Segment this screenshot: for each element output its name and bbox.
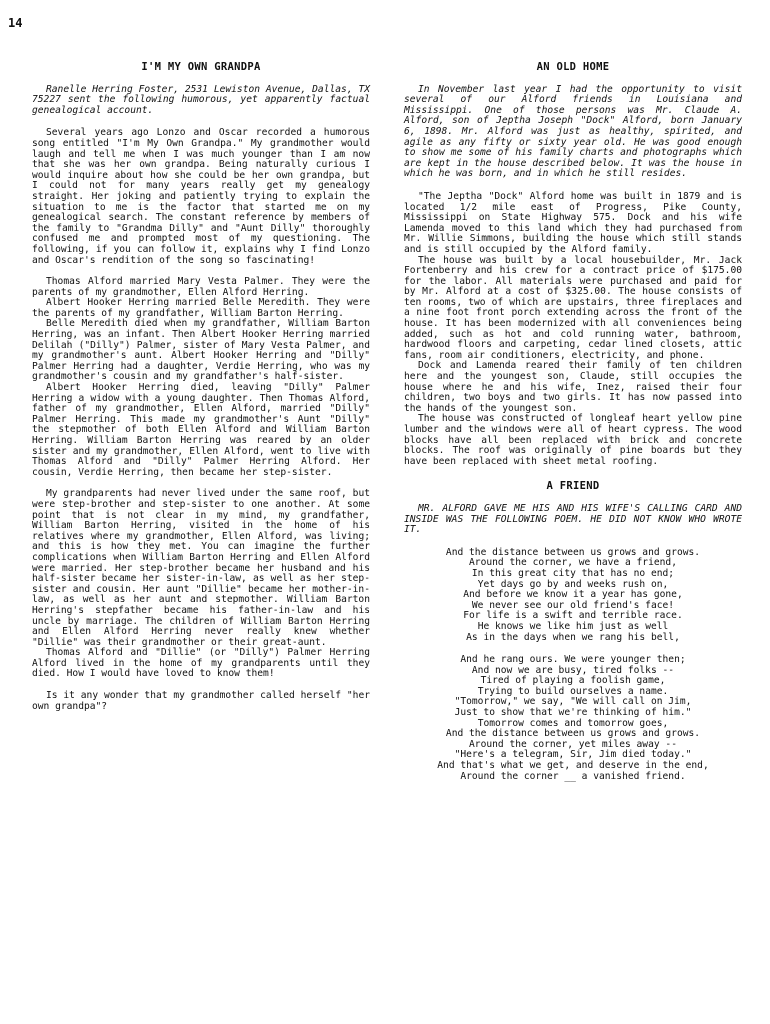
- poem-line: And the distance between us grows and grows.: [445, 546, 701, 558]
- poem-line: Tomorrow comes and tomorrow goes,: [477, 717, 669, 729]
- article-intro: In November last year I had the opportunity to visit several of our Alford friends in Louisiana and Mississippi. One of those persons was Mr. Claude A. Alford, son of Jeptha Joseph "Dock" Alford, born January 6, 1898. Mr. Alford was just as healthy, spirited, and agile as any fifty or sixty year old. He was good enough to show me some of his family charts and photographs which are kept in the house described below. It was the house in which he was born, and in which he still resides.: [404, 83, 742, 180]
- poem-line: And before we know it a year has gone,: [463, 589, 683, 601]
- poem-line: For life is a swift and terrible race.: [463, 610, 683, 622]
- page-number: 14: [8, 16, 23, 30]
- right-column: [404, 62, 742, 782]
- poem-line: Around the corner, yet miles away --: [469, 738, 677, 750]
- poem-line: Just to show that we're thinking of him.": [454, 707, 692, 719]
- article-heading-grandpa: I'M MY OWN GRANDPA: [141, 61, 261, 73]
- poem-line: And the distance between us grows and grows.: [445, 728, 701, 740]
- poem-line: Trying to build ourselves a name.: [477, 685, 669, 697]
- poem-line: Around the corner __ a vanished friend.: [460, 770, 686, 782]
- poem-line: And he rang ours. We were younger then;: [460, 654, 686, 666]
- poem-line: And that's what we get, and deserve in the end,: [437, 760, 709, 772]
- poem-stanza: [404, 548, 742, 643]
- poem-line: Around the corner, we have a friend,: [469, 557, 677, 569]
- article-intro: Ranelle Herring Foster, 2531 Lewiston Avenue, Dallas, TX 75227 sent the following humorous, yet apparently factual genealogical account.: [32, 83, 370, 116]
- article-heading-friend: A FRIEND: [546, 480, 600, 493]
- paragraph: Several years ago Lonzo and Oscar recorded a humorous song entitled "I'm My Own Grandpa." My grandmother would laugh and tell me when I was much younger than I am now that she was her own grandpa. Being naturally curious I would inquire about how she could be her own grandpa, but I could not for many years really get my genealogy straight. Her joking and patiently trying to explain the situation to me is the factor that started me on my genealogical search. The constant reference by members of the family to "Grandma Dilly" and "Aunt Dilly" thoroughly confused me and prompted most of my questioning. The following, if you can follow it, explains why I find Lonzo and Oscar's rendition of the song so fascinating!: [32, 127, 370, 266]
- poem-line: He knows we like him just as well: [477, 620, 669, 632]
- paragraph: The house was built by a local housebuilder, Mr. Jack Fortenberry and his crew for a contract price of $175.00 for the labor. All materials were purchased and paid for by Mr. Alford at a cost of $325.00. The house consists of ten rooms, two of which are upstairs, three fireplaces and a nine foot front porch extending across the front of the house. It has been modernized with all conveniences being added, such as hot and cold running water, bathroom, hardwood floors and carpeting, cedar lined closets, attic fans, room air conditioners, electricity, and phone.: [404, 254, 742, 361]
- poem-line: Yet days go by and weeks rush on,: [477, 578, 669, 590]
- poem-line: Tired of playing a foolish game,: [480, 675, 666, 687]
- poem-line: "Here's a telegram, Sir, Jim died today.": [454, 749, 692, 761]
- paragraph: The house was constructed of longleaf heart yellow pine lumber and the windows were all of heart cypress. The wood blocks have all been replaced with brick and concrete blocks. The roof was originally of pine boards but they have been replaced with sheet metal roofing.: [404, 413, 742, 467]
- poem-line: In this great city that has no end;: [471, 567, 675, 579]
- paragraph: "The Jeptha "Dock" Alford home was built in 1879 and is located 1/2 mile east of Progress, Pike County, Mississippi on State Highway 575. Dock and his wife Lamenda moved to this land which they had purchased from Mr. Willie Simmons, building the house which still stands and is still occupied by the Alford family.: [404, 190, 742, 255]
- left-column: [32, 62, 370, 712]
- article-heading-old-home: AN OLD HOME: [536, 61, 610, 73]
- paragraph: Thomas Alford married Mary Vesta Palmer. They were the parents of my grandmother, Ellen Alford Herring.: [32, 276, 370, 298]
- paragraph: My grandparents had never lived under the same roof, but were step-brother and step-sister to one another. At some point that is not clear in my mind, my grandfather, William Barton Herring, visited in the home of his relatives where my grandmother, Ellen Alford, was living; and this is how they met. You can imagine the further complications when William Barton Herring and Ellen Alford were married. Her step-brother became her husband and his half-sister became her sister-in-law, as well as her step-sister and cousin. Her aunt "Dillie" became her mother-in-law, as well as her aunt and stepmother. William Barton Herring's stepfather became his father-in-law and his uncle by marriage. The children of William Barton Herring and Ellen Alford Herring never really knew whether "Dillie" was their grandmother or their great-aunt.: [32, 488, 370, 648]
- paragraph: Is it any wonder that my grandmother called herself "her own grandpa"?: [32, 690, 370, 712]
- poem-line: "Tomorrow," we say, "We will call on Jim,: [454, 696, 692, 708]
- poem-stanza: [404, 655, 742, 782]
- poem-line: We never see our old friend's face!: [471, 599, 675, 611]
- paragraph: Albert Hooker Herring married Belle Meredith. They were the parents of my grandfather, William Barton Herring.: [32, 297, 370, 319]
- poem-line: As in the days when we rang his bell,: [466, 631, 680, 643]
- paragraph: Albert Hooker Herring died, leaving "Dilly" Palmer Herring a widow with a young daughter. Then Thomas Alford, father of my grandmother, Ellen Alford, married "Dilly" Palmer Herring. This made my grandmother's Aunt "Dilly" the stepmother of both Ellen Alford and William Barton Herring. William Barton Herring was reared by an older sister and my grandmother, Ellen Alford, went to live with Thomas Alford and "Dilly" Palmer Herring Alford. Her cousin, Verdie Herring, then became her step-sister.: [32, 382, 370, 478]
- poem-line: And now we are busy, tired folks --: [471, 664, 675, 676]
- poem-intro: MR. ALFORD GAVE ME HIS AND HIS WIFE'S CALLING CARD AND INSIDE WAS THE FOLLOWING POEM. HE DID NOT KNOW WHO WROTE IT.: [404, 502, 742, 536]
- paragraph: Dock and Lamenda reared their family of ten children here and the youngest son, Claude, still occupies the house where he and his wife, Inez, raised their four children, two boys and two girls. It has now passed into the hands of the youngest son.: [404, 360, 742, 414]
- paragraph: Belle Meredith died when my grandfather, William Barton Herring, was an infant. Then Albert Hooker Herring married Delilah ("Dilly") Palmer, sister of Mary Vesta Palmer, and my grandmother's aunt. Albert Hooker Herring and "Dilly" Palmer Herring had a daughter, Verdie Herring, who was my grandmother's cousin and my grandfather's half-sister.: [32, 318, 370, 383]
- paragraph: Thomas Alford and "Dillie" (or "Dilly") Palmer Herring Alford lived in the home of my grandparents until they died. How I would have loved to know them!: [32, 647, 370, 680]
